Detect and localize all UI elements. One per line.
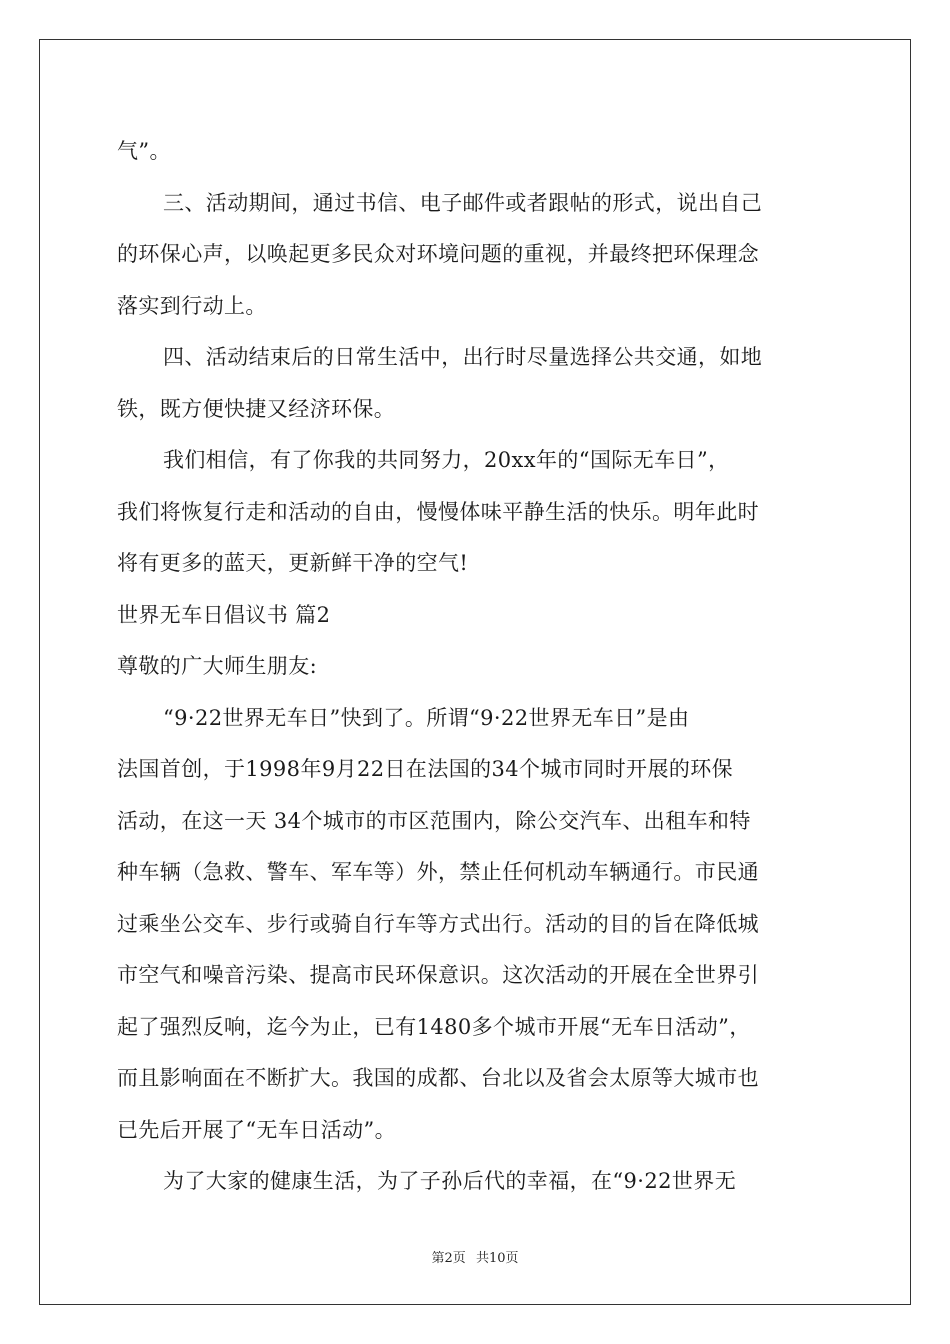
- text-line: 世界无车日倡议书 篇2: [117, 602, 331, 627]
- text-line: “9·22世界无车日”快到了。所谓“9·22世界无车日”是由: [163, 705, 690, 730]
- text-line: 为了大家的健康生活，为了子孙后代的幸福，在“9·22世界无: [163, 1169, 737, 1193]
- paragraph: [117, 178, 837, 333]
- text-line: 落实到行动上。: [117, 293, 267, 318]
- paragraph: [117, 126, 837, 178]
- text-line: 已先后开展了“无车日活动”。: [117, 1117, 397, 1142]
- text-line: 法国首创，于1998年9月22日在法国的34个城市同时开展的环保: [117, 757, 734, 781]
- paragraph: [117, 332, 837, 435]
- paragraph: [117, 435, 837, 590]
- text-line: 我们将恢复行走和活动的自由，慢慢体味平静生活的快乐。明年此时: [117, 499, 759, 524]
- text-line: 市空气和噪音污染、提高市民环保意识。这次活动的开展在全世界引: [117, 963, 759, 987]
- paragraph: [117, 1156, 837, 1208]
- paragraph: [117, 641, 837, 693]
- text-line: 的环保心声，以唤起更多民众对环境问题的重视，并最终把环保理念: [117, 242, 759, 266]
- text-line: 我们相信，有了你我的共同努力，20xx年的“国际无车日”，: [163, 448, 730, 472]
- text-line: 而且影响面在不断扩大。我国的成都、台北以及省会太原等大城市也: [117, 1066, 759, 1090]
- text-line: 活动，在这一天 34个城市的市区范围内，除公交汽车、出租车和特: [117, 808, 751, 833]
- text-line: 气”。: [117, 139, 171, 163]
- page-number: 第2页: [431, 1251, 466, 1266]
- page-footer: [0, 1247, 950, 1266]
- document-body: [117, 126, 837, 1208]
- page-total: 共10页: [475, 1251, 519, 1266]
- text-line: 四、活动结束后的日常生活中，出行时尽量选择公共交通，如地: [163, 345, 763, 369]
- text-line: 尊敬的广大师生朋友:: [117, 654, 318, 678]
- text-line: 起了强烈反响，迄今为止，已有1480多个城市开展“无车日活动”，: [117, 1014, 751, 1039]
- paragraph: [117, 590, 837, 642]
- text-line: 三、活动期间，通过书信、电子邮件或者跟帖的形式，说出自己: [163, 190, 763, 215]
- paragraph: [117, 693, 837, 1157]
- text-line: 种车辆（急救、警车、军车等）外，禁止任何机动车辆通行。市民通: [117, 860, 759, 884]
- text-line: 铁，既方便快捷又经济环保。: [117, 396, 396, 421]
- text-line: 过乘坐公交车、步行或骑自行车等方式出行。活动的目的旨在降低城: [117, 911, 759, 936]
- text-line: 将有更多的蓝天，更新鲜干净的空气!: [117, 551, 469, 575]
